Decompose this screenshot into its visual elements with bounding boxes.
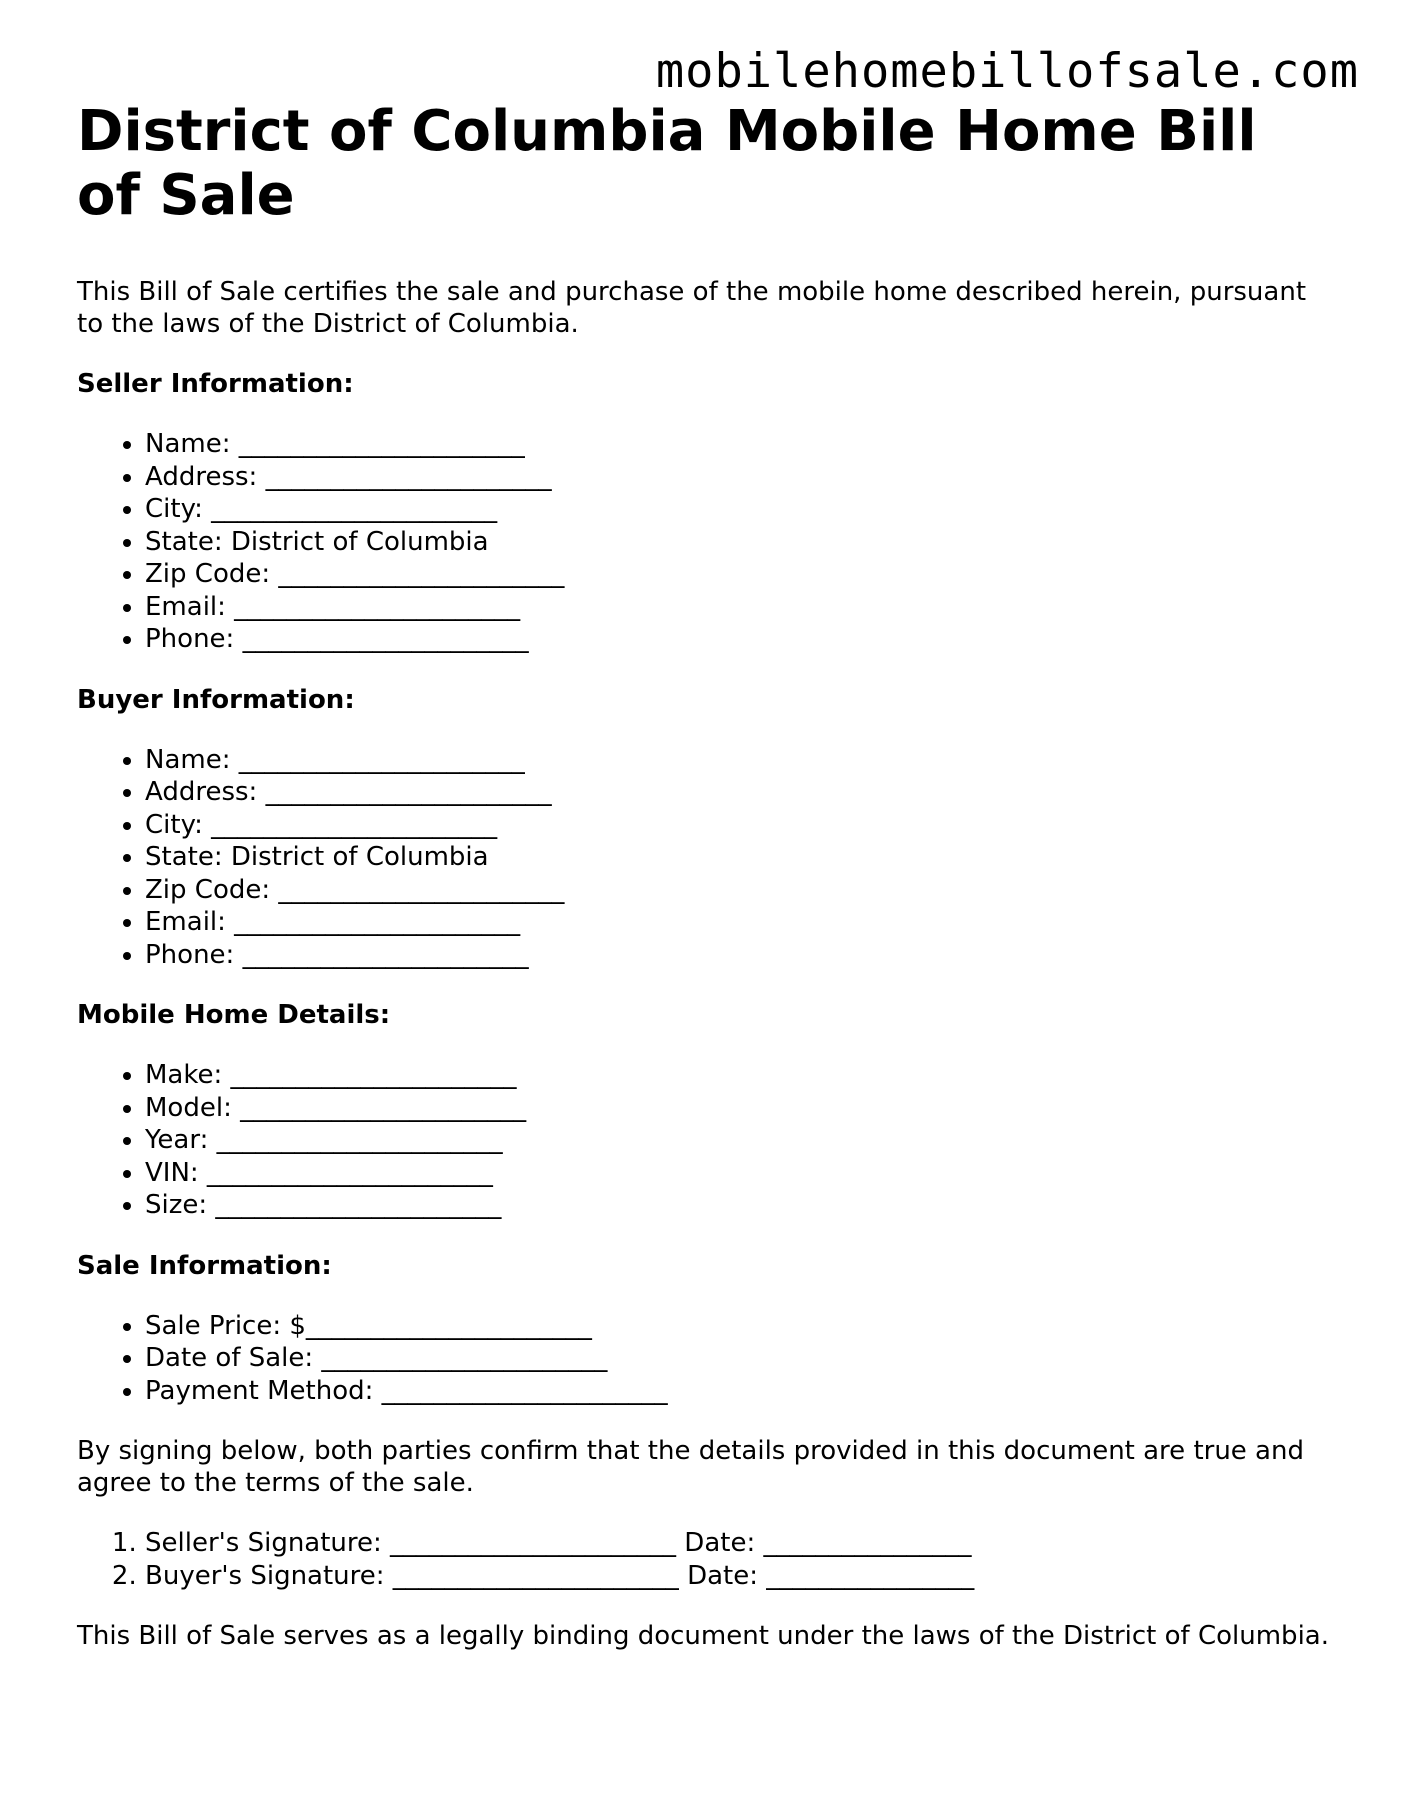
sale-price-field[interactable]: • Sale Price: $______________________	[145, 1310, 1337, 1343]
sale-info-list	[77, 1310, 1337, 1408]
buyer-name-field[interactable]: • Name: ______________________	[145, 744, 1337, 777]
seller-city-field[interactable]: • City: ______________________	[145, 493, 1337, 526]
document-title: District of Columbia Mobile Home Bill of Sale	[77, 99, 1257, 228]
buyer-email-field[interactable]: • Email: ______________________	[145, 906, 1337, 939]
buyer-phone-field[interactable]: • Phone: ______________________	[145, 939, 1337, 972]
buyer-city-field[interactable]: • City: ______________________	[145, 809, 1337, 842]
home-details-list	[77, 1059, 1337, 1222]
closing-paragraph: By signing below, both parties confirm that the details provided in this document are true and agree to the terms of the sale.	[77, 1436, 1304, 1498]
buyer-info-list	[77, 744, 1337, 972]
seller-email-field[interactable]: • Email: ______________________	[145, 591, 1337, 624]
legal-statement: This Bill of Sale serves as a legally binding document under the laws of the District of Columbia.	[77, 1621, 1329, 1651]
intro-paragraph: This Bill of Sale certifies the sale and purchase of the mobile home described herein, pursuant to the laws of the District of Columbia.	[77, 277, 1307, 339]
buyer-signature-line[interactable]: 2. Buyer's Signature: ______________________ Date: ________________	[145, 1560, 1337, 1593]
site-watermark: mobilehomebillofsale.com	[655, 44, 1359, 99]
sale-section-heading: Sale Information:	[77, 1250, 332, 1281]
home-section-heading: Mobile Home Details:	[77, 1000, 391, 1030]
home-vin-field[interactable]: • VIN: ______________________	[145, 1157, 1337, 1190]
seller-zip-field[interactable]: • Zip Code: ______________________	[145, 558, 1337, 591]
buyer-address-field[interactable]: • Address: ______________________	[145, 776, 1337, 809]
home-size-field[interactable]: • Size: ______________________	[145, 1189, 1337, 1222]
payment-method-field[interactable]: • Payment Method: ______________________	[145, 1375, 1337, 1408]
buyer-section-heading: Buyer Information:	[77, 684, 355, 715]
signature-list	[77, 1527, 1337, 1592]
seller-info-list	[77, 428, 1337, 656]
seller-name-field[interactable]: • Name: ______________________	[145, 428, 1337, 461]
seller-phone-field[interactable]: • Phone: ______________________	[145, 623, 1337, 656]
seller-signature-line[interactable]: 1. Seller's Signature: ______________________ Date: ________________	[145, 1527, 1337, 1560]
home-year-field[interactable]: • Year: ______________________	[145, 1124, 1337, 1157]
seller-address-field[interactable]: • Address: ______________________	[145, 461, 1337, 494]
sale-date-field[interactable]: • Date of Sale: ______________________	[145, 1342, 1337, 1375]
buyer-zip-field[interactable]: • Zip Code: ______________________	[145, 874, 1337, 907]
seller-section-heading: Seller Information:	[77, 369, 354, 399]
seller-state-field: • State: District of Columbia	[145, 526, 1337, 559]
bill-of-sale-document	[77, 100, 1337, 1652]
buyer-state-field: • State: District of Columbia	[145, 841, 1337, 874]
home-model-field[interactable]: • Model: ______________________	[145, 1092, 1337, 1125]
home-make-field[interactable]: • Make: ______________________	[145, 1059, 1337, 1092]
